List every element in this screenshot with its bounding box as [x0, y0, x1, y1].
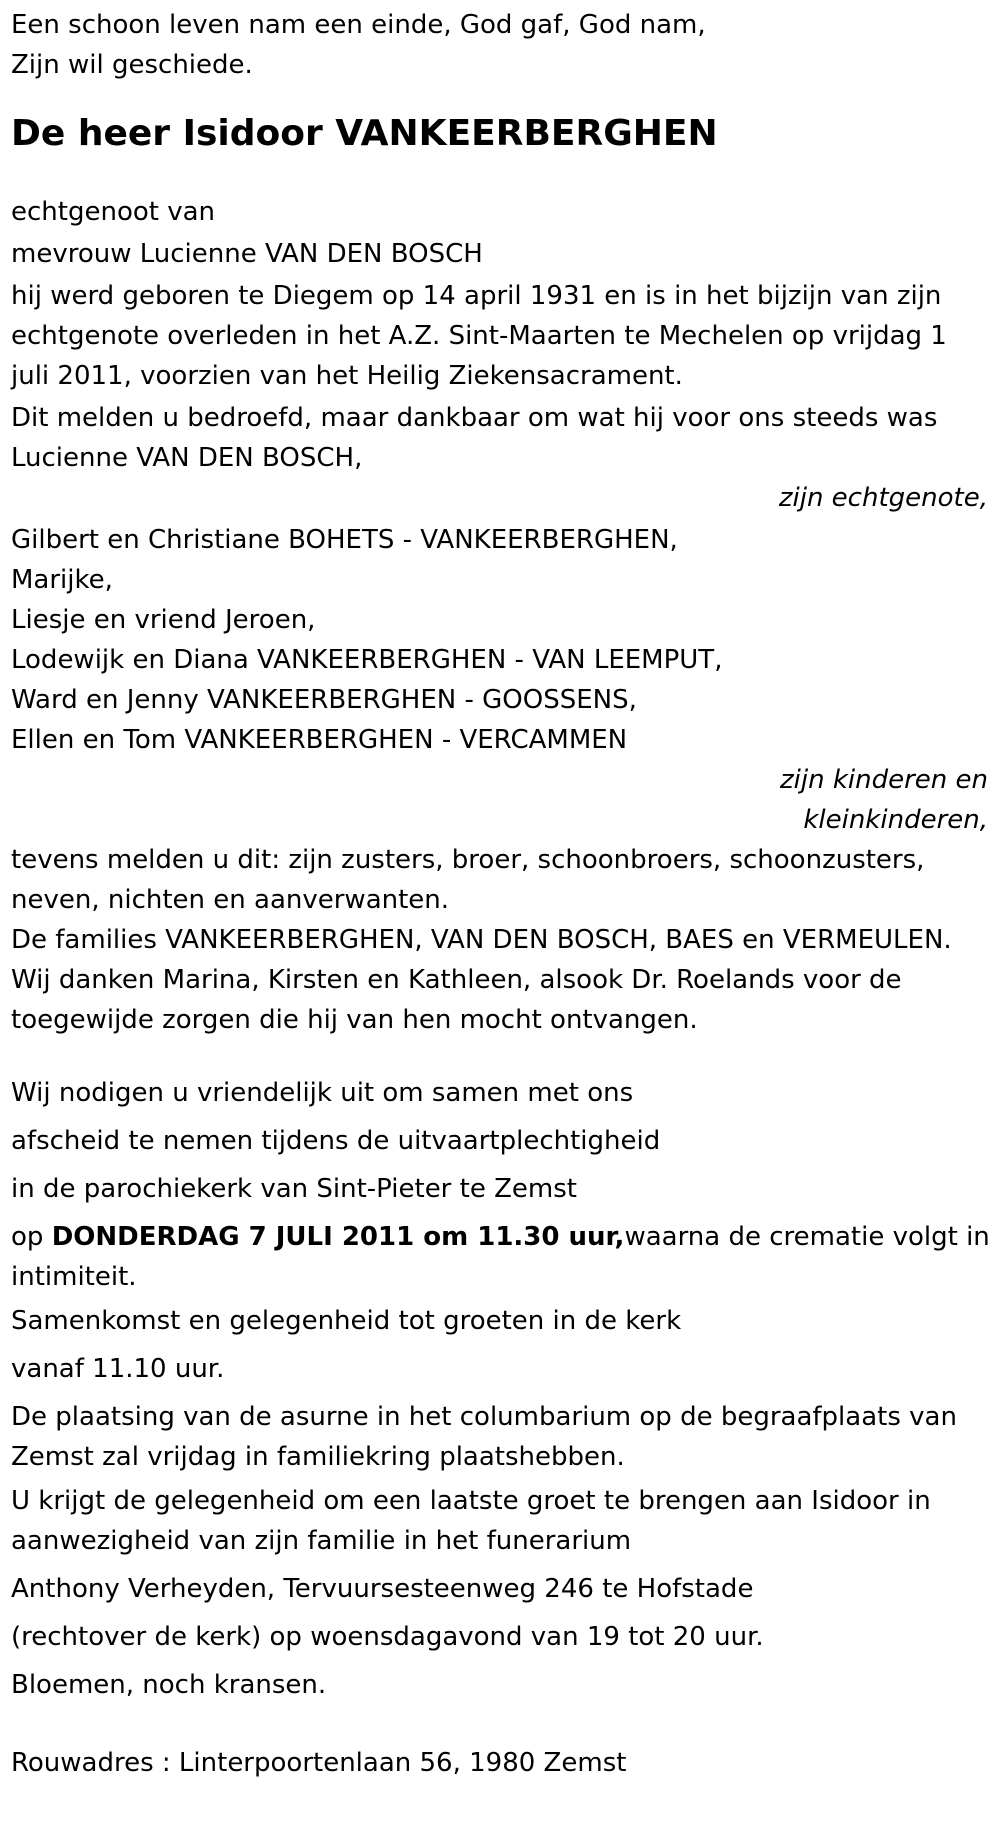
announcement-spouse-name: Lucienne VAN DEN BOSCH,: [11, 443, 363, 473]
funeral-date-line: [11, 1217, 991, 1257]
spouse-relation: echtgenoot van: [11, 197, 216, 227]
gathering-line-2: vanaf 11.10 uur.: [11, 1354, 225, 1384]
child-line-3: Liesje en vriend Jeroen,: [11, 605, 316, 635]
children-role-line-1: zijn kinderen en: [780, 765, 988, 795]
urn-line-1: De plaatsing van de asurne in het columbarium op de begraafplaats van: [11, 1402, 957, 1432]
funeral-date-bold: DONDERDAG 7 JULI 2011 om 11.30 uur,: [51, 1222, 625, 1252]
opening-line-1: Een schoon leven nam een einde, God gaf, God nam,: [11, 10, 706, 40]
funeral-date-prefix: op: [11, 1222, 52, 1252]
children-role-line-2: kleinkinderen,: [803, 805, 988, 835]
flowers-line: Bloemen, noch kransen.: [11, 1670, 327, 1700]
child-line-1: Gilbert en Christiane BOHETS - VANKEERBERGHEN,: [11, 525, 678, 555]
mourning-address: Rouwadres : Linterpoortenlaan 56, 1980 Zemst: [11, 1748, 627, 1778]
announcement-spouse-role: zijn echtgenote,: [778, 483, 988, 513]
opening-line-2: Zijn wil geschiede.: [11, 50, 253, 80]
families-line: De families VANKEERBERGHEN, VAN DEN BOSCH, BAES en VERMEULEN.: [11, 925, 952, 955]
invite-line-3: in de parochiekerk van Sint-Pieter te Zemst: [11, 1174, 577, 1204]
deceased-name-heading: De heer Isidoor VANKEERBERGHEN: [11, 113, 718, 154]
farewell-line-3: Anthony Verheyden, Tervuursesteenweg 246 te Hofstade: [11, 1574, 754, 1604]
farewell-line-2: aanwezigheid van zijn familie in het funerarium: [11, 1526, 632, 1556]
child-line-5: Ward en Jenny VANKEERBERGHEN - GOOSSENS,: [11, 685, 637, 715]
funeral-date-line-2: intimiteit.: [11, 1262, 137, 1292]
biography-line-2: echtgenote overleden in het A.Z. Sint-Maarten te Mechelen op vrijdag 1: [11, 321, 947, 351]
biography-line-3: juli 2011, voorzien van het Heilig Ziekensacrament.: [11, 361, 683, 391]
child-line-2: Marijke,: [11, 565, 113, 595]
spouse-name: mevrouw Lucienne VAN DEN BOSCH: [11, 239, 483, 269]
announcement-intro: Dit melden u bedroefd, maar dankbaar om wat hij voor ons steeds was: [11, 403, 938, 433]
also-announce-line-2: neven, nichten en aanverwanten.: [11, 885, 450, 915]
child-line-4: Lodewijk en Diana VANKEERBERGHEN - VAN LEEMPUT,: [11, 645, 723, 675]
farewell-line-4: (rechtover de kerk) op woensdagavond van 19 tot 20 uur.: [11, 1622, 764, 1652]
gathering-line-1: Samenkomst en gelegenheid tot groeten in de kerk: [11, 1306, 682, 1336]
invite-line-1: Wij nodigen u vriendelijk uit om samen met ons: [11, 1078, 634, 1108]
invite-line-2: afscheid te nemen tijdens de uitvaartplechtigheid: [11, 1126, 661, 1156]
urn-line-2: Zemst zal vrijdag in familiekring plaatshebben.: [11, 1442, 625, 1472]
biography-line-1: hij werd geboren te Diegem op 14 april 1931 en is in het bijzijn van zijn: [11, 281, 942, 311]
thanks-line-1: Wij danken Marina, Kirsten en Kathleen, alsook Dr. Roelands voor de: [11, 965, 902, 995]
farewell-line-1: U krijgt de gelegenheid om een laatste groet te brengen aan Isidoor in: [11, 1486, 931, 1516]
also-announce-line-1: tevens melden u dit: zijn zusters, broer, schoonbroers, schoonzusters,: [11, 845, 925, 875]
obituary-document: [11, 0, 991, 1783]
child-line-6: Ellen en Tom VANKEERBERGHEN - VERCAMMEN: [11, 725, 628, 755]
funeral-date-suffix: waarna de crematie volgt in: [624, 1222, 990, 1252]
thanks-line-2: toegewijde zorgen die hij van hen mocht ontvangen.: [11, 1005, 698, 1035]
